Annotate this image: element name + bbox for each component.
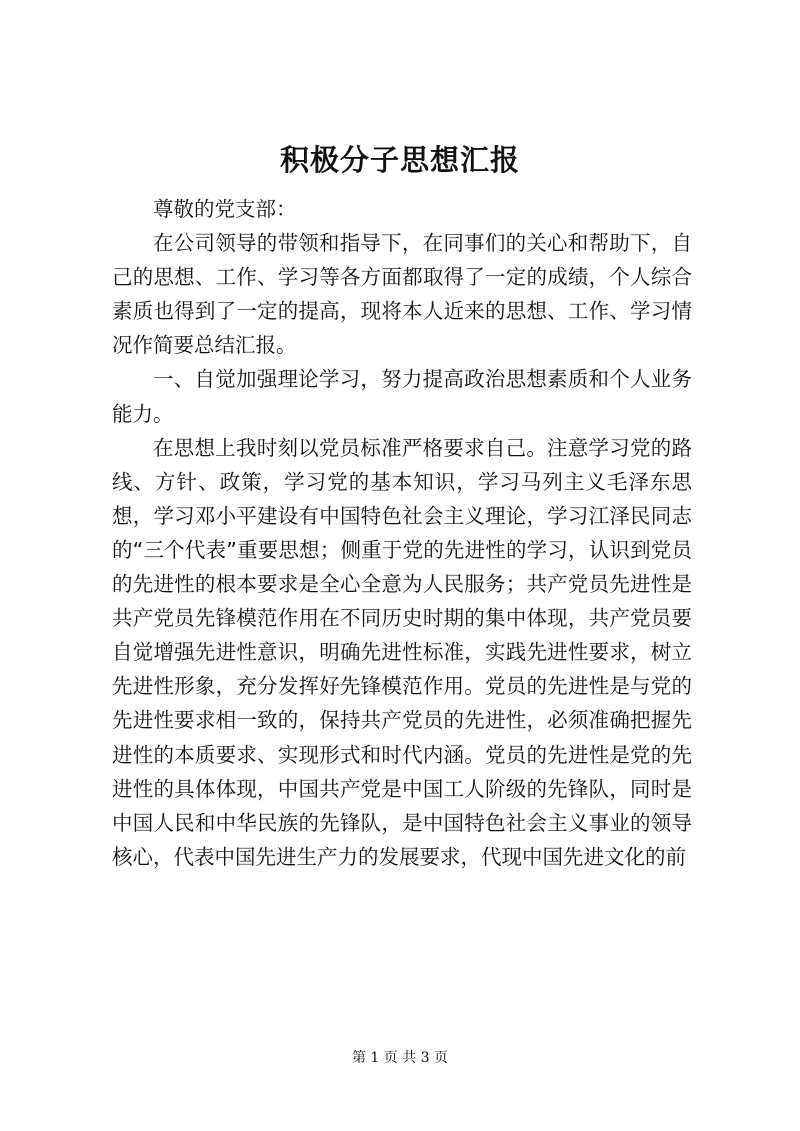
document-title: 积极分子思想汇报	[279, 143, 520, 177]
document-body	[112, 192, 692, 874]
paragraph-intro: 在公司领导的带领和指导下，在同事们的关心和帮助下，自己的思想、工作、学习等各方面都取得了一定的成绩，个人综合素质也得到了一定的提高，现将本人近来的思想、工作、学习情况作简要总结汇报。	[112, 231, 692, 358]
salutation: 尊敬的党支部：	[153, 197, 297, 221]
section-heading: 一、自觉加强理论学习，努力提高政治思想素质和个人业务能力。	[112, 367, 692, 426]
page-number-footer: 第 1 页 共 3 页	[351, 1050, 449, 1066]
paragraph-thought: 在思想上我时刻以党员标准严格要求自己。注意学习党的路线、方针、政策，学习党的基本知识，学习马列主义毛泽东思想，学习邓小平建设有中国特色社会主义理论，学习江泽民同志的“三个代表”重要思想；侧重于党的先进性的学习，认识到党员的先进性的根本要求是全心全意为人民服务；共产党员先进性是共产党员先锋模范作用在不同历史时期的集中体现，共产党员要自觉增强先进性意识，明确先进性标准，实践先进性要求，树立先进性形象，充分发挥好先锋模范作用。党员的先进性是与党的先进性要求相一致的，保持共产党员的先进性，必须准确把握先进性的本质要求、实现形式和时代内涵。党员的先进性是党的先进性的具体体现，中国共产党是中国工人阶级的先锋队，同时是中国人民和中华民族的先锋队，是中国特色社会主义事业的领导核心，代表中国先进生产力的发展要求，代现中国先进文化的前	[112, 435, 692, 869]
